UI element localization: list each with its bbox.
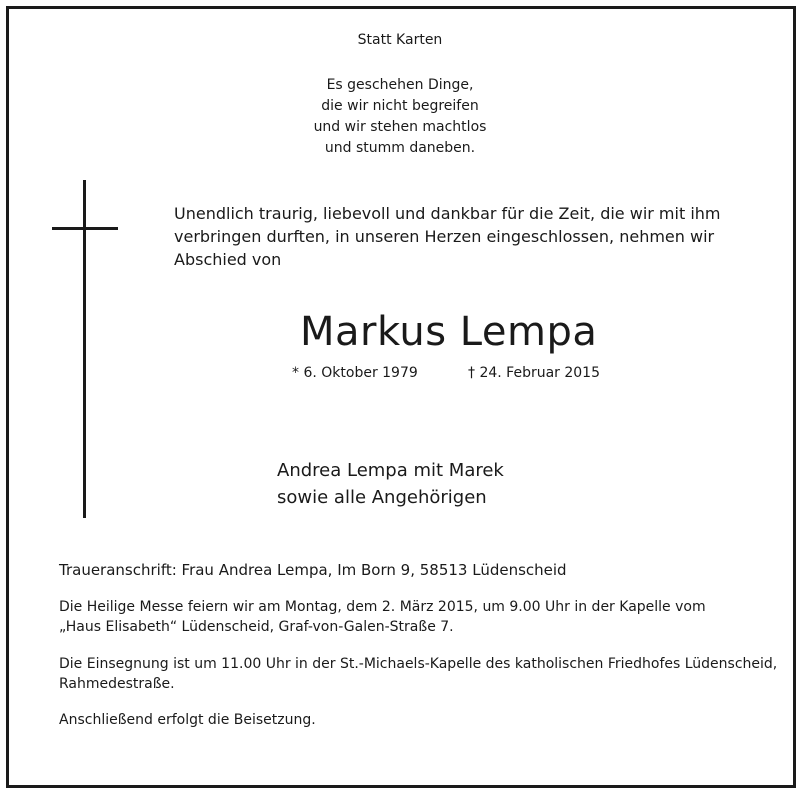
- mourner-line: Andrea Lempa mit Marek: [277, 460, 504, 481]
- birth-date: * 6. Oktober 1979: [292, 365, 418, 381]
- mourner-line: sowie alle Angehörigen: [277, 487, 487, 508]
- consecration-info: [59, 654, 777, 694]
- intro-line: verbringen durften, in unseren Herzen eingeschlossen, nehmen wir: [174, 227, 715, 246]
- deceased-name: Markus Lempa: [300, 309, 598, 355]
- intro-line: Abschied von: [174, 250, 282, 269]
- header-text: Statt Karten: [357, 32, 443, 48]
- intro-line: Unendlich traurig, liebevoll und dankbar für die Zeit, die wir mit ihm: [174, 204, 721, 223]
- intro-text: [174, 202, 721, 271]
- mass-line: „Haus Elisabeth“ Lüdenscheid, Graf-von-Galen-Straße 7.: [59, 619, 454, 635]
- mass-line: Die Heilige Messe feiern wir am Montag, dem 2. März 2015, um 9.00 Uhr in der Kapelle vom: [59, 599, 706, 615]
- mass-info: [59, 597, 706, 637]
- consecration-line: Rahmedestraße.: [59, 676, 175, 692]
- poem: [300, 75, 500, 159]
- poem-line: Es geschehen Dinge,: [326, 77, 474, 93]
- burial-line: Anschließend erfolgt die Beisetzung.: [59, 712, 316, 728]
- poem-line: und stumm daneben.: [324, 140, 476, 156]
- poem-line: und wir stehen machtlos: [313, 119, 487, 135]
- consecration-line: Die Einsegnung ist um 11.00 Uhr in der St.-Michaels-Kapelle des katholischen Friedhofes Lüdenscheid,: [59, 656, 778, 672]
- cross-horizontal-bar: [52, 227, 118, 230]
- poem-line: die wir nicht begreifen: [321, 98, 479, 114]
- mourners: [277, 457, 504, 511]
- burial-info: [59, 710, 316, 730]
- death-date: † 24. Februar 2015: [468, 365, 600, 381]
- mourning-address: Traueranschrift: Frau Andrea Lempa, Im Born 9, 58513 Lüdenscheid: [59, 561, 567, 579]
- cross-vertical-bar: [83, 180, 86, 518]
